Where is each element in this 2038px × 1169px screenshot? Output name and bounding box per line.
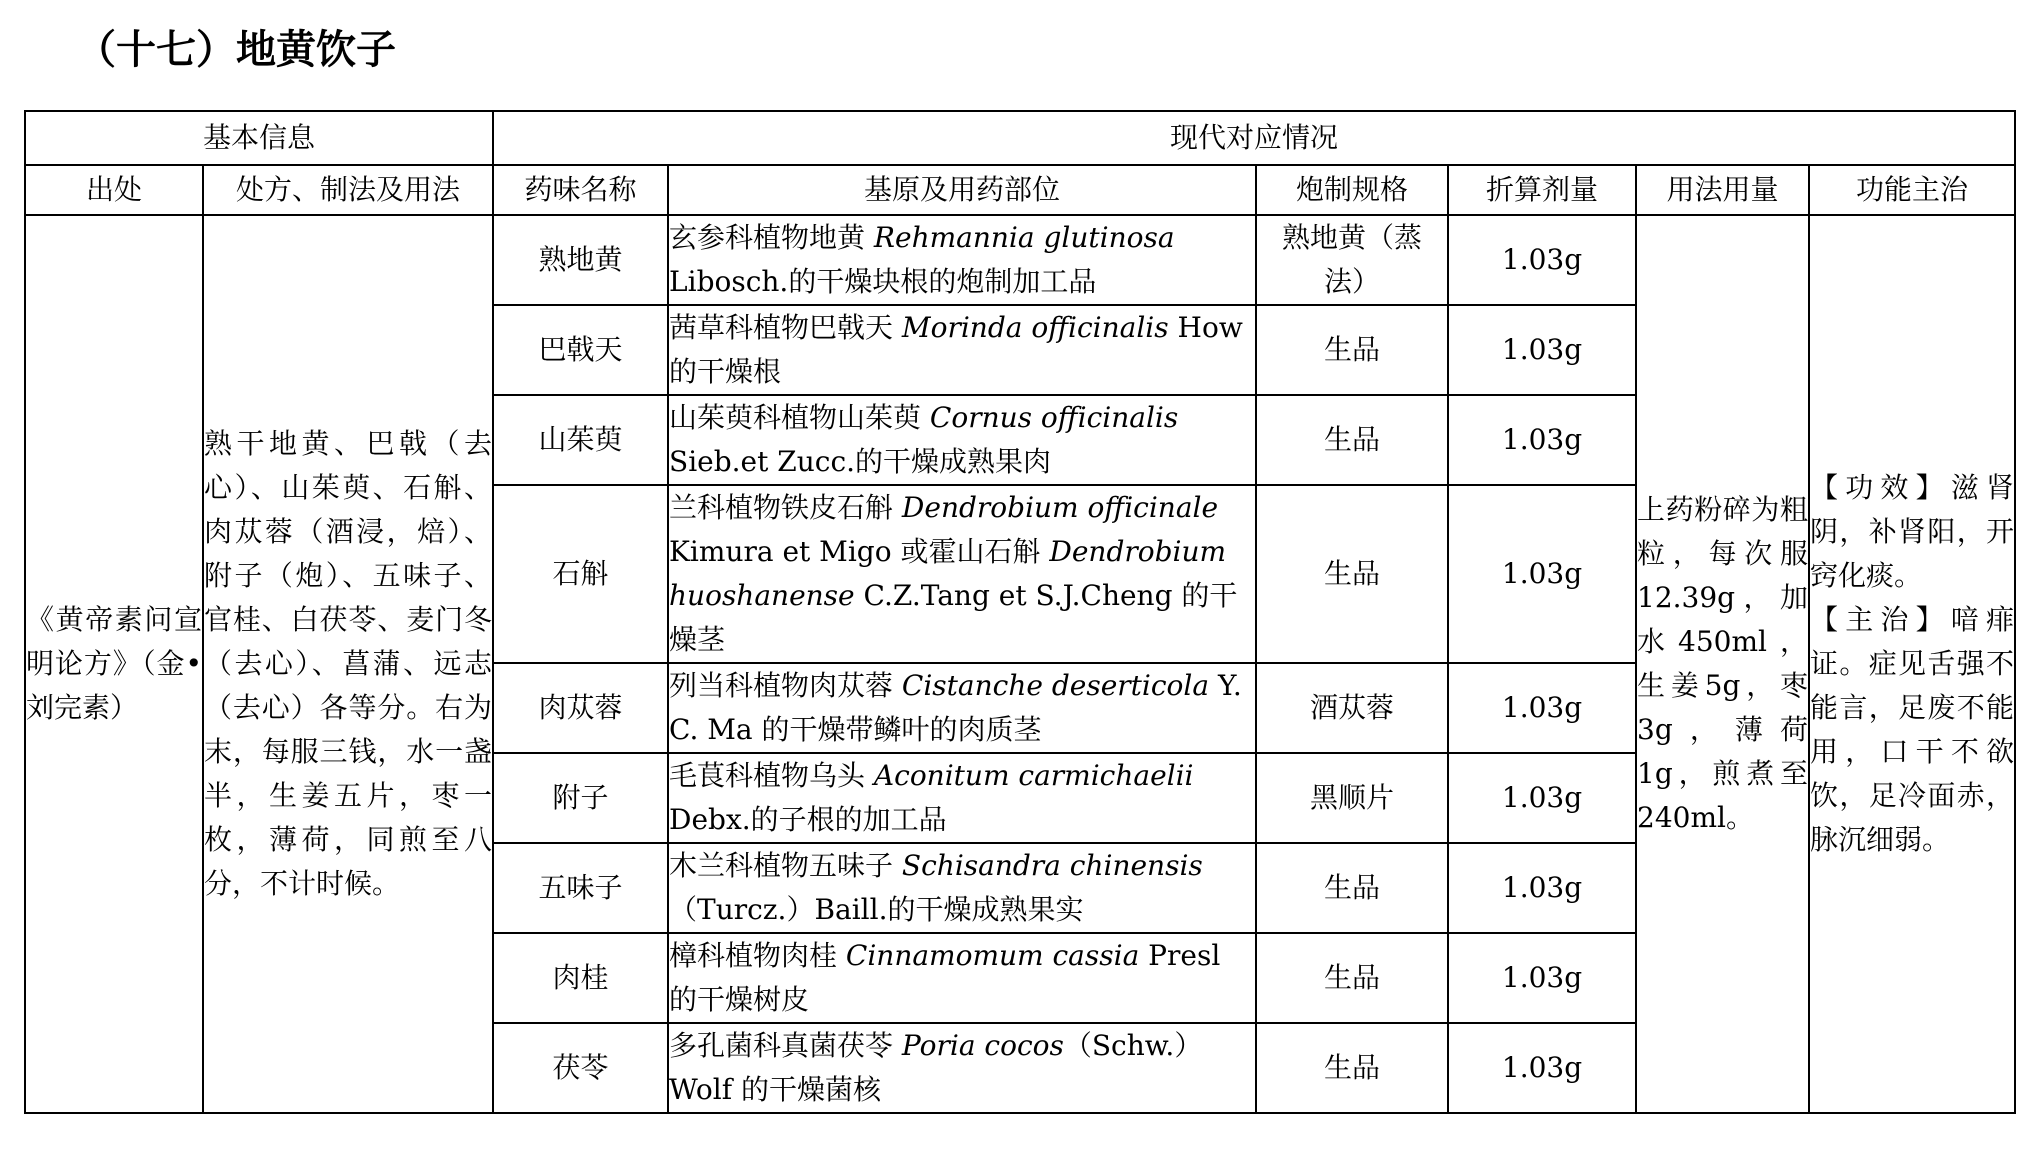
origin-text: Presl 的干燥树皮 — [669, 939, 1221, 1016]
origin-cell — [668, 305, 1256, 395]
header-function: 功能主治 — [1809, 165, 2015, 215]
origin-text: （Turcz.）Baill.的干燥成熟果实 — [669, 893, 1084, 926]
dose-cell: 1.03g — [1448, 305, 1636, 395]
page-title: （十七）地黄饮子 — [76, 27, 396, 73]
origin-text: How 的干燥根 — [669, 311, 1243, 388]
processing-cell: 生品 — [1256, 933, 1448, 1023]
function-cell — [1809, 215, 2015, 1113]
dose-cell: 1.03g — [1448, 843, 1636, 933]
drug-name-cell: 茯苓 — [493, 1023, 668, 1113]
drug-name-cell: 肉桂 — [493, 933, 668, 1023]
processing-cell: 黑顺片 — [1256, 753, 1448, 843]
origin-text: 山茱萸科植物山茱萸 — [669, 401, 930, 434]
origin-text: C.Z.Tang et S.J.Cheng 的干燥茎 — [669, 579, 1238, 656]
origin-cell — [668, 933, 1256, 1023]
prescription-cell: 熟干地黄、巴戟（去心）、山茱萸、石斛、肉苁蓉（酒浸，焙）、附子（炮）、五味子、官桂、白茯苓、麦门冬（去心）、菖蒲、远志（去心）各等分。右为末，每服三钱，水一盏半，生姜五片，枣一枚，薄荷，同煎至八分，不计时候。 — [203, 215, 493, 1113]
header-prescription: 处方、制法及用法 — [203, 165, 493, 215]
origin-cell — [668, 843, 1256, 933]
origin-text: （Schw.）Wolf 的干燥菌核 — [669, 1029, 1203, 1106]
latin-name: Aconitum carmichaelii — [873, 759, 1194, 792]
origin-text: 樟科植物肉桂 — [669, 939, 846, 972]
latin-name: Cistanche deserticola — [901, 669, 1210, 702]
origin-text: 茜草科植物巴戟天 — [669, 311, 902, 344]
dose-cell: 1.03g — [1448, 215, 1636, 305]
latin-name: Dendrobium officinale — [901, 491, 1219, 524]
drug-name-cell: 附子 — [493, 753, 668, 843]
latin-name: Poria cocos — [901, 1029, 1064, 1062]
dose-cell: 1.03g — [1448, 933, 1636, 1023]
drug-table-body — [25, 215, 2015, 1113]
origin-text: 毛茛科植物乌头 — [669, 759, 874, 792]
origin-cell — [668, 753, 1256, 843]
latin-name: Morinda officinalis — [901, 311, 1169, 344]
usage-cell: 上药粉碎为粗粒，每次服12.39g，加水450ml，生姜5g，枣3g，薄荷1g，煎煮至240ml。 — [1636, 215, 1809, 1113]
processing-cell: 酒苁蓉 — [1256, 663, 1448, 753]
header-usage: 用法用量 — [1636, 165, 1809, 215]
header-processing: 炮制规格 — [1256, 165, 1448, 215]
header-dose: 折算剂量 — [1448, 165, 1636, 215]
origin-text: 木兰科植物五味子 — [669, 849, 902, 882]
drug-name-cell: 肉苁蓉 — [493, 663, 668, 753]
origin-text: Libosch.的干燥块根的炮制加工品 — [669, 265, 1097, 298]
dose-cell: 1.03g — [1448, 663, 1636, 753]
origin-text: 多孔菌科真菌茯苓 — [669, 1029, 902, 1062]
origin-text: Y. C. Ma 的干燥带鳞叶的肉质茎 — [669, 669, 1242, 746]
header-row-sub — [25, 165, 2015, 215]
header-drug-name: 药味名称 — [493, 165, 668, 215]
latin-name: Schisandra chinensis — [901, 849, 1203, 882]
origin-text: Sieb.et Zucc.的干燥成熟果肉 — [669, 445, 1052, 478]
dose-cell: 1.03g — [1448, 753, 1636, 843]
drug-name-cell: 熟地黄 — [493, 215, 668, 305]
drug-name-cell: 巴戟天 — [493, 305, 668, 395]
effect-label: 【功效】 — [1810, 471, 1951, 504]
drug-name-cell: 山茱萸 — [493, 395, 668, 485]
origin-cell — [668, 485, 1256, 663]
effect-text: 滋肾阴，补肾阳，开窍化痰。 — [1810, 471, 2015, 592]
source-cell: 《黄帝素问宣明论方》（金•刘完素） — [25, 215, 203, 1113]
processing-cell: 生品 — [1256, 843, 1448, 933]
origin-text: 兰科植物铁皮石斛 — [669, 491, 902, 524]
origin-cell — [668, 663, 1256, 753]
indication-label: 【主治】 — [1810, 603, 1951, 636]
latin-name: Dendrobium huoshanense — [669, 535, 1227, 612]
processing-cell: 熟地黄（蒸法） — [1256, 215, 1448, 305]
formula-table — [24, 110, 2016, 1114]
header-row-top — [25, 111, 2015, 165]
processing-cell: 生品 — [1256, 305, 1448, 395]
dose-cell: 1.03g — [1448, 485, 1636, 663]
indication-text: 喑痱证。症见舌强不能言，足废不能用，口干不欲饮，足冷面赤，脉沉细弱。 — [1810, 603, 2015, 856]
drug-name-cell: 五味子 — [493, 843, 668, 933]
header-basic-info: 基本信息 — [25, 111, 493, 165]
processing-cell: 生品 — [1256, 1023, 1448, 1113]
dose-cell: 1.03g — [1448, 395, 1636, 485]
origin-text: 玄参科植物地黄 — [669, 221, 874, 254]
drug-name-cell: 石斛 — [493, 485, 668, 663]
processing-cell: 生品 — [1256, 485, 1448, 663]
origin-text: Kimura et Migo 或霍山石斛 — [669, 535, 1050, 568]
latin-name: Cornus officinalis — [929, 401, 1179, 434]
origin-cell — [668, 215, 1256, 305]
origin-cell — [668, 1023, 1256, 1113]
table-row — [25, 215, 2015, 305]
header-origin: 基原及用药部位 — [668, 165, 1256, 215]
origin-text: 列当科植物肉苁蓉 — [669, 669, 902, 702]
origin-text: Debx.的子根的加工品 — [669, 803, 947, 836]
origin-cell — [668, 395, 1256, 485]
latin-name: Rehmannia glutinosa — [873, 221, 1175, 254]
dose-cell: 1.03g — [1448, 1023, 1636, 1113]
processing-cell: 生品 — [1256, 395, 1448, 485]
header-modern: 现代对应情况 — [493, 111, 2015, 165]
header-source: 出处 — [25, 165, 203, 215]
latin-name: Cinnamomum cassia — [845, 939, 1140, 972]
